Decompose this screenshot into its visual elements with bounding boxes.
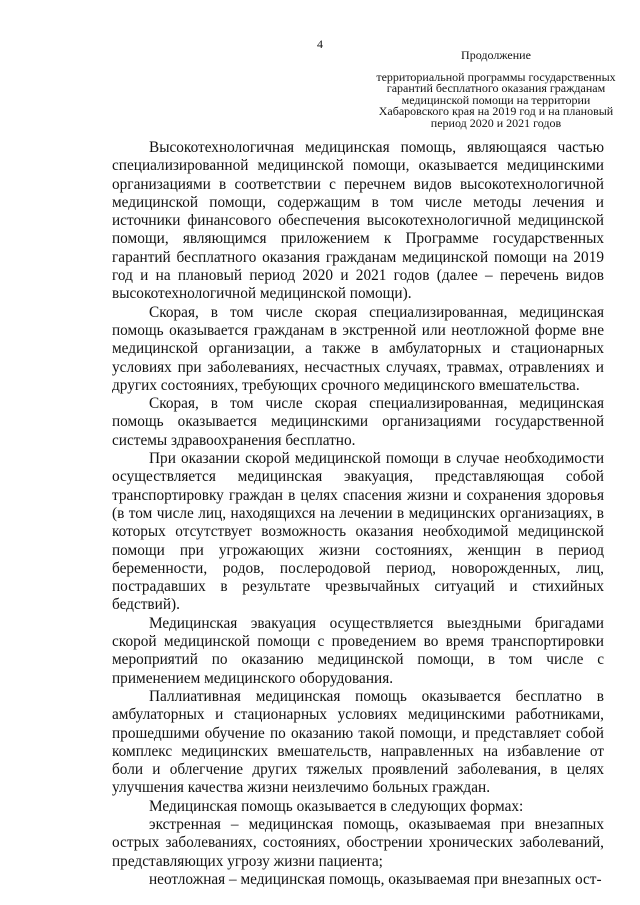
paragraph-care-forms: Медицинская помощь оказывается в следующих формах: — [149, 797, 524, 815]
paragraph-urgent-form: неотложная – медицинская помощь, оказываемая при внезапных ост- — [149, 870, 602, 888]
paragraph-high-tech-care: Высокотехнологичная медицинская помощь, являющаяся частью специализированной медицинской помощи, оказывается медицинскими организациями в соответствии с перечнем видов высокотехнологичной медицинской помощи, содержащим в том числе методы лечения и источники финансового обеспечения высокотехнологичной медицинской помощи, являющимся приложением к Программе государственных гарантий бесплатного оказания гражданам медицинской помощи на 2019 год и на плановый период 2020 и 2021 годов (далее – перечень видов высокотехнологичной медицинской помощи). — [112, 139, 604, 303]
paragraph-evacuation-teams: Медицинская эвакуация осуществляется выездными бригадами скорой медицинской помощи с проведением во время транспортировки мероприятий по оказанию медицинской помощи, в том числе с применением медицинского оборудования. — [112, 614, 604, 687]
paragraph-emergency-free: Скорая, в том числе скорая специализированная, медицинская помощь оказывается медицинскими организациями государственной системы здравоохранения бесплатно. — [112, 395, 604, 449]
paragraph-medical-evacuation: При оказании скорой медицинской помощи в случае необходимости осуществляется медицинская эвакуация, представляющая собой транспортировку граждан в целях спасения жизни и сохранения здоровья (в том числе лиц, находящихся на лечении в медицинских организациях, в которых отсутствует возможность оказания необходимой медицинской помощи при угрожающих жизни состояниях, женщин в период беременности, родов, послеродовой период, новорожденных, лиц, пострадавших в результате чрезвычайных ситуаций и стихийных бедствий). — [112, 450, 604, 614]
paragraph-emergency-care: Скорая, в том числе скорая специализированная, медицинская помощь оказывается гражданам в экстренной или неотложной форме вне медицинской организации, а также в амбулаторных и стационарных условиях при заболеваниях, несчастных случаях, травмах, отравлениях и других состояниях, требующих срочного медицинского вмешательства. — [112, 303, 604, 394]
program-title: территориальной программы государственных гарантий бесплатного оказания гражданам медицинской помощи на территории Хабаровского края на 2019 год и на плановый период 2020 и 2021 годов — [376, 69, 616, 130]
document-body — [112, 139, 604, 889]
paragraph-palliative-care: Паллиативная медицинская помощь оказывается бесплатно в амбулаторных и стационарных условиях медицинскими работниками, прошедшими обучение по оказанию такой помощи, и представляет собой комплекс медицинских вмешательств, направленных на избавление от боли и облегчение других тяжелых проявлений заболевания, в целях улучшения качества жизни неизлечимо больных граждан. — [112, 687, 604, 797]
page-number: 4 — [317, 37, 323, 51]
appendix-header — [376, 50, 616, 129]
paragraph-emergency-form: экстренная – медицинская помощь, оказываемая при внезапных острых заболеваниях, состояниях, обострении хронических заболеваний, представляющих угрозу жизни пациента; — [112, 815, 604, 870]
continuation-label: Продолжение — [461, 48, 531, 62]
